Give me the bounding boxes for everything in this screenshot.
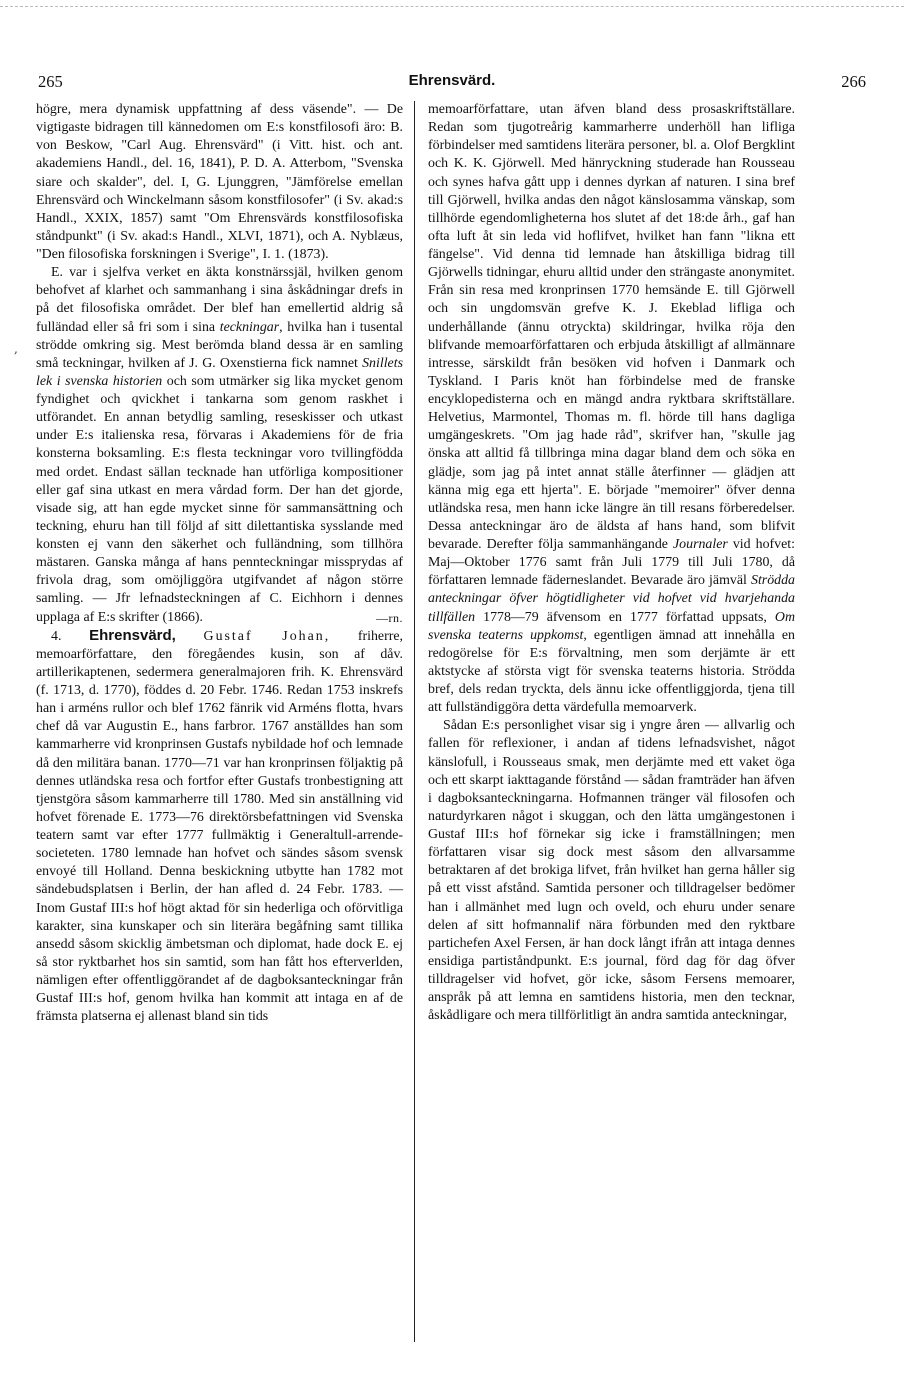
title-journaler: Journaler xyxy=(673,537,728,552)
paragraph-memoirs: memoarförfattare, utan äfven bland dess prosaskriftställare. Redan som tjugotreårig kammarherre underhöll han lifliga förbindelser med samtidens literära personer, bl. a. Olof Bergklint och K. K. Gjörwell. Med hänryckning studerade han Rousseau och synes hafva gått upp i dennes dyrkan af naturen. I sina bref till Gjörwell, hvilka andas den något känslosamma vänskap, som tillhörde egendomligheterna hos slutet af det 18:de årh., gaf han ofta luft åt sin leda vid hoflifvet, hvilket han fann "likna ett fängelse". Vid denna tid lemnade han åtskilliga bidrag till Gjörwells tidningar, ehuru alltid under den strängaste anonymitet. Från sin resa med kronprinsen 1770 hemsände E. till Gjörwell och sin ungdomsvän grefve K. J. Ekeblad lifliga och underhållande (ännu otryckta) skildringar, hvilka röja den blifvande memoarförfattaren och erbjuda åtskilligt af allmännare intresse, särskildt från besöken vid hofven i Danmark och Tyskland. I Paris knöt han förbindelse med de franske encyklopedisterna och en mängd andra ryktbara skriftställare. Helvetius, Marmontel, Thomas m. fl. hörde till hans dagliga umgängeskrets. "Om jag hade råd", skrifver han, "skulle jag önska att alltid få tillbringa mina dagar bland dem och söka en glädje, som jag på intet annat ställe återfinner — glädjen att känna mig ega ett hjerta". E. började "memoirer" öfver denna utländska resa, men hann icke längre än till resans förberedelser. Dessa anteckningar äro de äldsta af hans hand, som blifvit bevarade. Derefter följa sammanhängande Journaler vid hofvet: Maj—Oktober 1776 samt från Juli 1779 till Juli 1780, då författaren lemnade fäderneslandet. Bevarade äro jämväl Strödda anteckningar öfver högtidligheter vid hofvet vid hvarjehanda tillfällen 1778—79 äfvensom en 1777 författad uppsats, Om svenska teaterns uppkomst, egentligen ämnad att innehålla en redogörelse för E:s förvaltning, men som derjämte är ett aktstycke af största vigt för svenska teaterns historia. Strödda bref, dels redan tryckta, dels ännu icke offentliggjorda, tjena till att fullständiggöra detta värdefulla memoarverk. xyxy=(428,102,796,716)
margin-mark: , xyxy=(14,342,18,356)
author-signature: —rn. xyxy=(376,610,403,625)
paragraph-personality: Sådan E:s personlighet visar sig i yngre åren — allvarlig och fallen för reflexioner, i andan af tidens lefnadsvishet, något känslofull, i Rousseaus smak, men derjämte med ett vaket öga och ett skarpt iakttagande förstånd — sådan framträder han äfven i dagboksanteckningarna. Hofmannen tränger väl filosofen och naturdyrkaren något i skuggan, och den lätta umgängestonen i Gustaf III:s hof förnekar sig icke i framställningen; men författaren visar sig dock mest såsom den allvarsamme betraktaren af det brokiga lifvet, från hvilket han gerna håller sig på ett visst afstånd. Samtida personer och tilldragelser bedömer han i allmänhet med lugn och oveld, och ehuru under senare delen af sitt hofmannalif nära förbunden med den ryktbare partichefen Axel Fersen, är han dock långt ifrån att intaga dennes ensidiga partiståndpunkt. E:s journal, förd dag för dag öfver tilldragelser vid hofvet, gör icke, såsom Fersens memoarer, anspråk på att lemna en samtidens historia, men den tecknar, åskådligare och mera tillförlitligt än andra samtida anteckningar, xyxy=(428,718,795,1024)
right-column xyxy=(428,101,795,1025)
title-snillets-lek: Snillets lek i svenska historien xyxy=(36,355,403,389)
column-divider xyxy=(414,101,415,1342)
running-title: Ehrensvärd. xyxy=(408,72,496,89)
left-column xyxy=(36,101,403,1026)
paragraph-beskow-references: högre, mera dynamisk uppfattning af dess väsende". — De vigtigaste bidragen till kännedomen om E:s konstfilosofi äro: B. von Beskow, "Carl Aug. Ehrensvärd" (i Vitt. hist. och ant. akademiens Handl., del. 16, 1841), P. D. A. Atterbom, "Svenska siare och skalder", del. I, G. Ljunggren, "Jämförelse emellan Ehrensvärd och Winckelmann såsom konstfilosofer" (i Sv. akad:s Handl., XXIX, 1857) samt "Om Ehrensvärds konstfilosofiska ståndpunkt" (i Sv. akad:s Handl., XLVI, 1871), och A. Nyblæus, "Den filosofiska forskningen i Sverige", I. 1. (1873). xyxy=(36,102,403,262)
title-om-svenska-teaterns: Om svenska teaterns uppkomst xyxy=(428,609,795,643)
page-header xyxy=(0,72,904,96)
entry-given-names: Gustaf Johan, xyxy=(203,628,331,644)
page-number-left: 265 xyxy=(38,72,63,91)
entry-headword: Ehrensvärd, xyxy=(89,626,176,644)
scan-top-rule xyxy=(0,6,904,7)
paragraph-drawings: E. var i sjelfva verket en äkta konstnärssjäl, hvilken genom behofvet af klarhet och sammanhang i sina åskådningar drefs in på det filosofiska området. Der blef han emellertid aldrig så fulländad eller så fri som i sina teckningar, hvilka han i tusental strödde omkring sig. Mest berömda bland dessa är en samling små teckningar, hvilken af J. G. Oxenstierna fick namnet Snillets lek i svenska historien och som utmärker sig lika mycket genom fyndighet och qvickhet i tankarna som genom raskhet i utförandet. En annan betydlig samling, reseskisser och utkast under E:s italienska resa, förvaras i Akademiens för de fria konsterna boksamling. E:s flesta teckningar voro tvillingfödda med ordet. Endast sällan tecknade han utförliga kompositioner eller gaf sina utkast en mera vårdad form. Der han det gjorde, visade sig, att han egde mycket sinne för sammansättning och teckning, ehuru han till följd af sitt dilettantiska sysslande med konsten ej vann den säkerhet och fulländning, som tillhöra mästaren. Ganska många af hans pennteckningar missprydas af frivola drag, som omöjliggöra utgifvandet af någon större samling. — Jfr lefnadsteckningen af C. Eichhorn i dennes upplaga af E:s skrifter (1866). —rn. xyxy=(36,264,403,627)
term-teckningar: teckningar xyxy=(219,319,280,335)
entry-number: 4. xyxy=(51,628,90,644)
entry-gustaf-johan: 4. Ehrensvärd, Gustaf Johan, friherre, memoarförfattare, den föregåendes kusin, son af dåv. artillerikaptenen, sedermera generalmajoren frih. K. Ehrensvärd (f. 1713, d. 1770), föddes d. 20 Febr. 1746. Redan 1753 inskrefs han i arméns rullor och blef 1762 fänrik vid Arméns flotta, hvars chef då var Augustin E., hans farbror. 1767 anställdes han som kammarherre vid kronprinsen Gustafs nybildade hof och lemnade då den militära banan. 1770—71 var han kronprinsen följaktig på dennes utländska resa och fortfor efter Gustafs tronbestigning att tjenstgöra såsom kammarherre till 1780. Med sin anställning vid hofvet förenade E. 1773—76 direktörsbefattningen vid Svenska teatern samt var efter 1777 fullmäktig i Generaltull-arrende-societeten. 1780 lemnade han hofvet och sändes såsom svensk envoyé till Holland. Denna beskickning utbytte han 1782 mot sändebudsplatsen i Berlin, der han afled d. 24 Febr. 1783. — Inom Gustaf III:s hof högt aktad för sin hederliga och oförvitliga karakter, sina kunskaper och sin literära begåfning samt tillika ansedd såsom skicklig ämbetsman och diplomat, hade dock E. ej så stor ryktbarhet hos sin samtid, som han fått hos efterverlden, nämligen efter offentliggörandet af de dagboksanteckningar från Gustaf III:s hof, genom hvilka han kommit att intaga en af de främsta platserna ej allenast bland sin tids xyxy=(36,626,403,1025)
page-number-right: 266 xyxy=(841,72,866,91)
title-stroedda-anteckningar: Strödda anteckningar öfver högtidligheter vid hofvet vid hvarjehanda tillfällen xyxy=(428,573,795,625)
